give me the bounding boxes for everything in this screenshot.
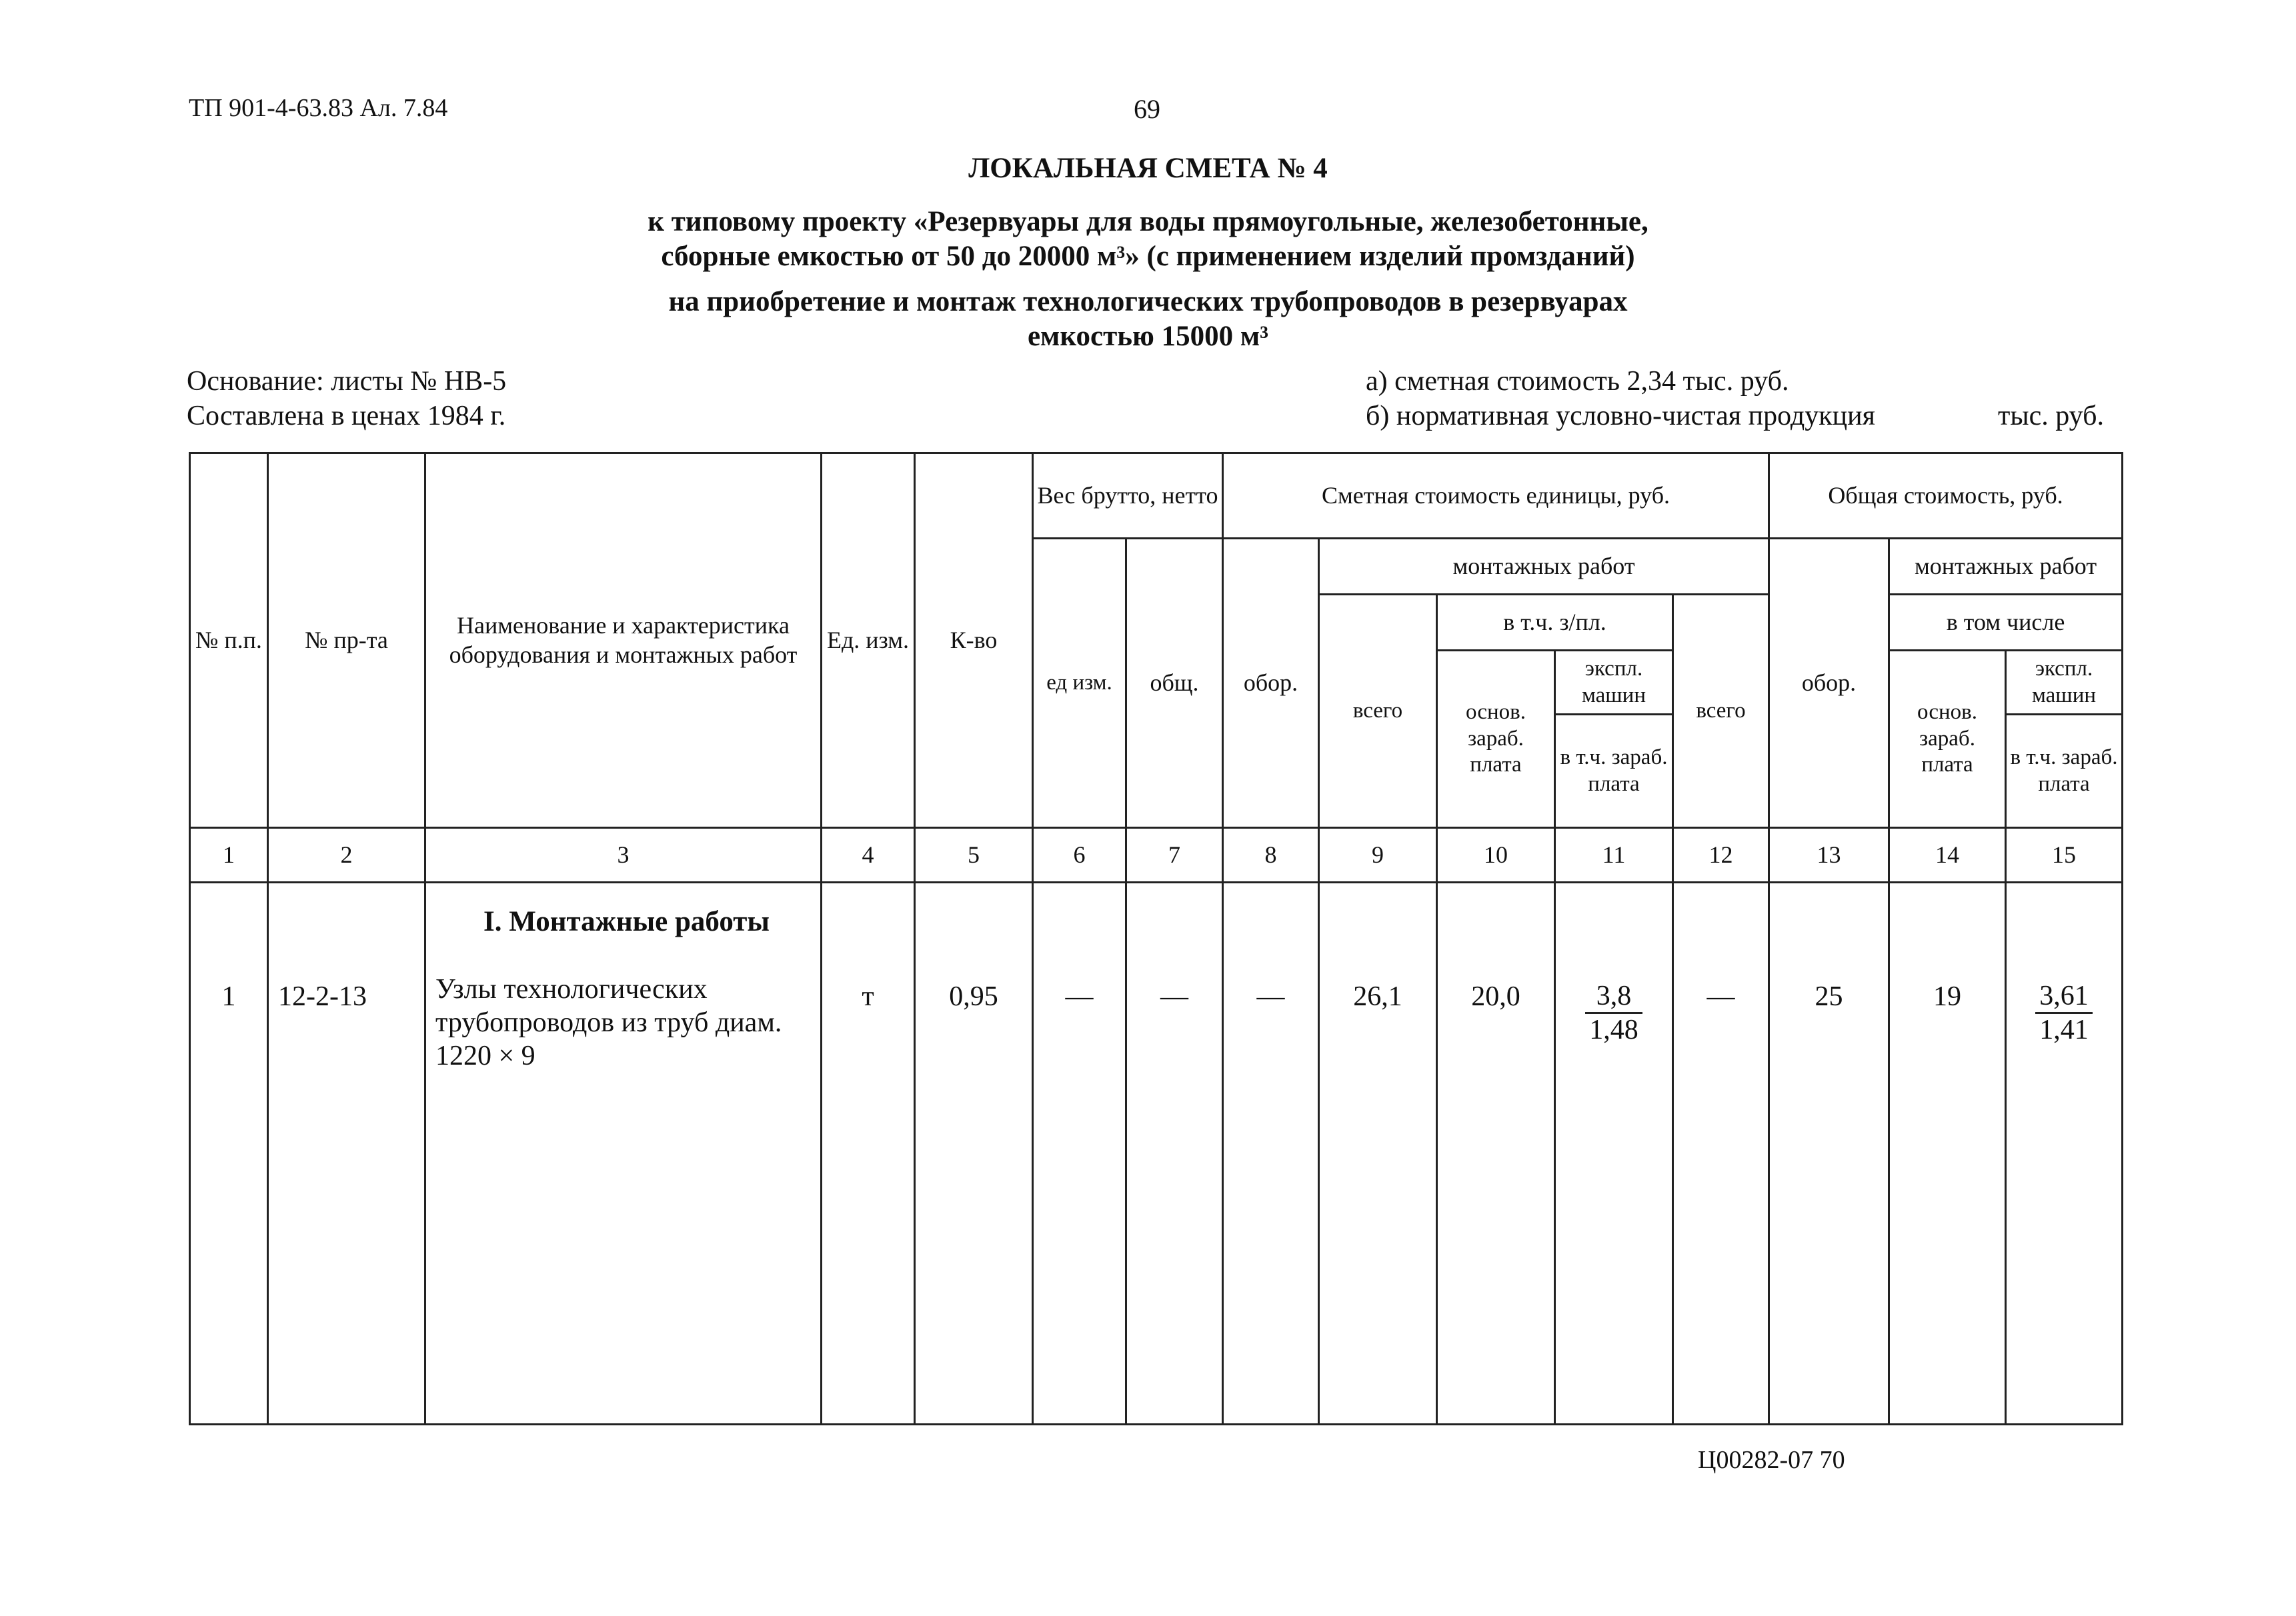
- footer-code: Ц00282-07 70: [1698, 1446, 1845, 1474]
- col-number: 11: [1555, 828, 1673, 883]
- col-number: 12: [1673, 828, 1769, 883]
- col-incl-wage-header: в т.ч. з/пл.: [1437, 595, 1673, 651]
- machine-wage-value: 1,48: [1589, 1015, 1638, 1046]
- section-title: I. Монтажные работы: [483, 906, 770, 937]
- estimate-title: ЛОКАЛЬНАЯ СМЕТА № 4: [968, 153, 1328, 184]
- document-code: ТП 901-4-63.83 Ал. 7.84: [189, 94, 448, 122]
- col-machines-header: экспл. машин: [1555, 651, 1673, 715]
- col-number: 15: [2006, 828, 2123, 883]
- col-unit-cost-header: Сметная стоимость единицы, руб.: [1223, 453, 1769, 539]
- col-equipment-header: обор.: [1223, 539, 1319, 828]
- col-number: 4: [822, 828, 915, 883]
- row-unit: т: [822, 883, 915, 1425]
- col-unit-header: Ед. изм.: [822, 453, 915, 828]
- table-row: [190, 883, 2123, 1425]
- col-total-cost-header: Общая стоимость, руб.: [1769, 453, 2123, 539]
- col-equipment-total-header: обор.: [1769, 539, 1889, 828]
- row-machines-cell: [1555, 883, 1673, 1425]
- row-mount-total: 26,1: [1319, 883, 1437, 1425]
- col-mount-all-header: всего: [1319, 595, 1437, 828]
- subject-line-2: емкостью 15000 м³: [1027, 321, 1269, 352]
- col-number: 1: [190, 828, 268, 883]
- estimate-table: [189, 452, 2123, 1425]
- col-number: 14: [1889, 828, 2006, 883]
- basis-text: Основание: листы № НВ-5: [187, 366, 507, 397]
- col-number: 13: [1769, 828, 1889, 883]
- net-product: б) нормативная условно-чистая продукция: [1366, 401, 1875, 431]
- row-base-wage-total: 19: [1889, 883, 2006, 1425]
- row-name: Узлы технологических трубопроводов из труб диам. 1220 × 9: [435, 973, 782, 1072]
- col-incl-header: в том числе: [1889, 595, 2123, 651]
- prices-text: Составлена в ценах 1984 г.: [187, 401, 506, 431]
- col-machine-wage-header: в т.ч. зараб. плата: [1555, 715, 1673, 828]
- row-weight-total: —: [1126, 883, 1223, 1425]
- col-machine-wage-total-header: в т.ч. зараб. плата: [2006, 715, 2123, 828]
- col-name-header: Наименование и характеристика оборудования и монтажных работ: [425, 453, 822, 828]
- page-number: 69: [1134, 94, 1160, 124]
- col-base-wage-header: основ. зараб. плата: [1437, 651, 1555, 828]
- row-mount-total-all: 25: [1769, 883, 1889, 1425]
- col-weight-total-header: общ.: [1126, 539, 1223, 828]
- col-number: 10: [1437, 828, 1555, 883]
- col-project-header: № пр-та: [268, 453, 425, 828]
- col-qty-header: К-во: [915, 453, 1033, 828]
- col-pp-header: № п.п.: [190, 453, 268, 828]
- col-number: 8: [1223, 828, 1319, 883]
- column-numbers-row: [190, 828, 2123, 883]
- machines-total-value: 3,61: [2035, 980, 2093, 1014]
- col-number: 3: [425, 828, 822, 883]
- machines-total-fraction: [2035, 980, 2093, 1047]
- project-title-line-1: к типовому проекту «Резервуары для воды прямоугольные, железобетонные,: [648, 206, 1648, 237]
- col-mount-all-total-header: всего: [1673, 595, 1769, 828]
- row-qty: 0,95: [915, 883, 1033, 1425]
- estimated-cost: а) сметная стоимость 2,34 тыс. руб.: [1366, 366, 1789, 397]
- row-base-wage: 20,0: [1437, 883, 1555, 1425]
- row-project: 12-2-13: [268, 883, 425, 1425]
- col-number: 7: [1126, 828, 1223, 883]
- subject-line-1: на приобретение и монтаж технологических трубопроводов в резервуарах: [668, 286, 1628, 317]
- col-number: 2: [268, 828, 425, 883]
- row-equipment-total: —: [1673, 883, 1769, 1425]
- col-mounting-header: монтажных работ: [1319, 539, 1769, 595]
- row-name-cell: [425, 883, 822, 1425]
- project-title-line-2: сборные емкостью от 50 до 20000 м³» (с применением изделий промзданий): [661, 241, 1635, 272]
- col-number: 6: [1033, 828, 1126, 883]
- row-weight-unit: —: [1033, 883, 1126, 1425]
- net-product-unit: тыс. руб.: [1998, 401, 2104, 431]
- row-equipment: —: [1223, 883, 1319, 1425]
- col-mounting-total-header: монтажных работ: [1889, 539, 2123, 595]
- row-pp: 1: [190, 883, 268, 1425]
- col-machines-total-header: экспл. машин: [2006, 651, 2123, 715]
- row-machines-total-cell: [2006, 883, 2123, 1425]
- col-base-wage-total-header: основ. зараб. плата: [1889, 651, 2006, 828]
- col-weight-unit-header: ед изм.: [1033, 539, 1126, 828]
- machine-wage-total-value: 1,41: [2039, 1015, 2089, 1046]
- col-number: 5: [915, 828, 1033, 883]
- machines-value: 3,8: [1585, 980, 1642, 1014]
- col-weight-header: Вес брутто, нетто: [1033, 453, 1223, 539]
- machines-fraction: [1585, 980, 1642, 1047]
- col-number: 9: [1319, 828, 1437, 883]
